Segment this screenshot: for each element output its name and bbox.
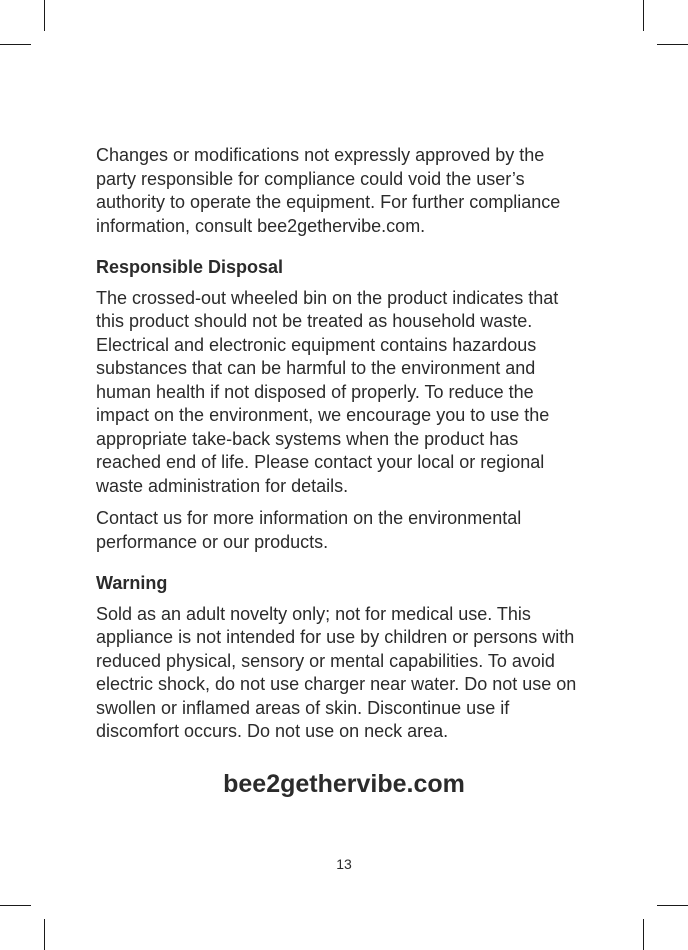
warning-heading: Warning xyxy=(96,573,168,593)
crop-mark-bottom-right-horizontal xyxy=(657,905,688,906)
crop-mark-top-left-vertical xyxy=(44,0,45,31)
environmental-contact-paragraph: Contact us for more information on the environmental performance or our products. xyxy=(96,508,522,552)
crop-mark-top-right-vertical xyxy=(643,0,644,31)
compliance-paragraph: Changes or modifications not expressly approved by the party responsible for compliance could void the user’s authority to operate the equipment. For further compliance information, consult bee2gethervibe.com. xyxy=(96,145,561,236)
website-url: bee2gethervibe.com xyxy=(223,770,465,798)
document-body xyxy=(96,144,588,753)
crop-mark-top-left-horizontal xyxy=(0,44,31,45)
crop-mark-top-right-horizontal xyxy=(657,44,688,45)
crop-mark-bottom-right-vertical xyxy=(643,919,644,950)
page-number: 13 xyxy=(336,856,352,872)
disposal-paragraph: The crossed-out wheeled bin on the product indicates that this product should not be treated as household waste. Electrical and electronic equipment contains hazardous substances that can be harmful to the environment and human health if not disposed of properly. To reduce the impact on the environment, we encourage you to use the appropriate take-back systems when the product has reached end of life. Please contact your local or regional waste administration for details. xyxy=(96,287,559,496)
crop-mark-bottom-left-horizontal xyxy=(0,905,31,906)
crop-mark-bottom-left-vertical xyxy=(44,919,45,950)
responsible-disposal-heading: Responsible Disposal xyxy=(96,257,284,277)
warning-paragraph: Sold as an adult novelty only; not for medical use. This appliance is not intended for use by children or persons with reduced physical, sensory or mental capabilities. To avoid electric shock, do not use charger near water. Do not use on swollen or inflamed areas of skin. Discontinue use if discomfort occurs. Do not use on neck area. xyxy=(96,603,577,741)
